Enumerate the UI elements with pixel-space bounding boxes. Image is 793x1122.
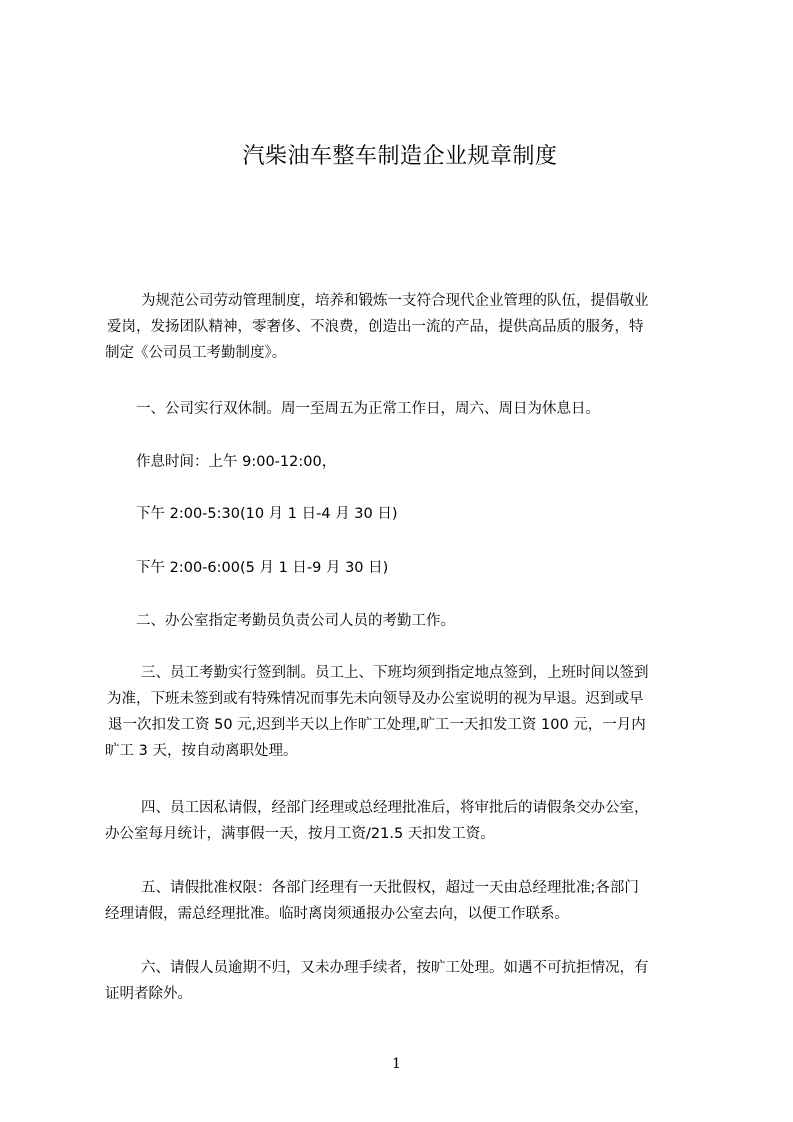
intro-line: 爱岗，发扬团队精神，零奢侈、不浪费，创造出一流的产品，提供高品质的服务，特 xyxy=(107,319,644,335)
section-line: 五、请假批准权限：各部门经理有一天批假权，超过一天由总经理批准;各部门 xyxy=(141,880,639,896)
intro-paragraph xyxy=(105,288,700,366)
section-line: 为准，下班未签到或有特殊情况而事先未向领导及办公室说明的视为早退。迟到或早 xyxy=(107,691,644,707)
section-line: 三、员工考勤实行签到制。员工上、下班均须到指定地点签到，上班时间以签到 xyxy=(141,665,649,681)
section-leave-approval xyxy=(105,875,700,927)
section-line: 退一次扣发工资 50 元,迟到半天以上作旷工处理,旷工一天扣发工资 100 元，一月内 xyxy=(108,717,646,733)
section-line: 办公室每月统计，满事假一天，按月工资/21.5 天扣发工资。 xyxy=(105,826,495,842)
section-line: 旷工 3 天，按自动离职处理。 xyxy=(105,743,298,759)
section-line: 下午 2:00-5:30(10 月 1 日-4 月 30 日) xyxy=(136,506,398,522)
intro-line: 制定《公司员工考勤制度》。 xyxy=(105,345,287,361)
section-line: 证明者除外。 xyxy=(105,986,192,1002)
section-line: 下午 2:00-6:00(5 月 1 日-9 月 30 日) xyxy=(136,560,389,576)
section-afternoon-summer xyxy=(105,555,700,581)
section-sign-in xyxy=(105,660,700,764)
page-number: 1 xyxy=(392,1056,401,1072)
section-line: 四、员工因私请假，经部门经理或总经理批准后，将审批后的请假条交办公室， xyxy=(141,800,649,816)
section-personal-leave xyxy=(105,795,700,847)
section-overdue-leave xyxy=(105,955,700,1007)
section-line: 六、请假人员逾期不归，又未办理手续者，按旷工处理。如遇不可抗拒情况，有 xyxy=(141,960,649,976)
section-line: 二、办公室指定考勤员负责公司人员的考勤工作。 xyxy=(136,613,455,629)
section-line: 一、公司实行双休制。周一至周五为正常工作日，周六、周日为休息日。 xyxy=(136,401,600,417)
document-title: 汽柴油车整车制造企业规章制度 xyxy=(242,144,558,169)
section-afternoon-winter xyxy=(105,501,700,527)
section-attendance-officer xyxy=(105,608,700,634)
intro-line: 为规范公司劳动管理制度，培养和锻炼一支符合现代企业管理的队伍，提倡敬业 xyxy=(141,293,649,309)
section-line: 作息时间：上午 9:00-12:00， xyxy=(136,454,337,470)
section-line: 经理请假，需总经理批准。临时离岗须通报办公室去向，以便工作联系。 xyxy=(105,906,569,922)
section-work-hours xyxy=(105,449,700,475)
section-rest-days xyxy=(105,396,700,422)
